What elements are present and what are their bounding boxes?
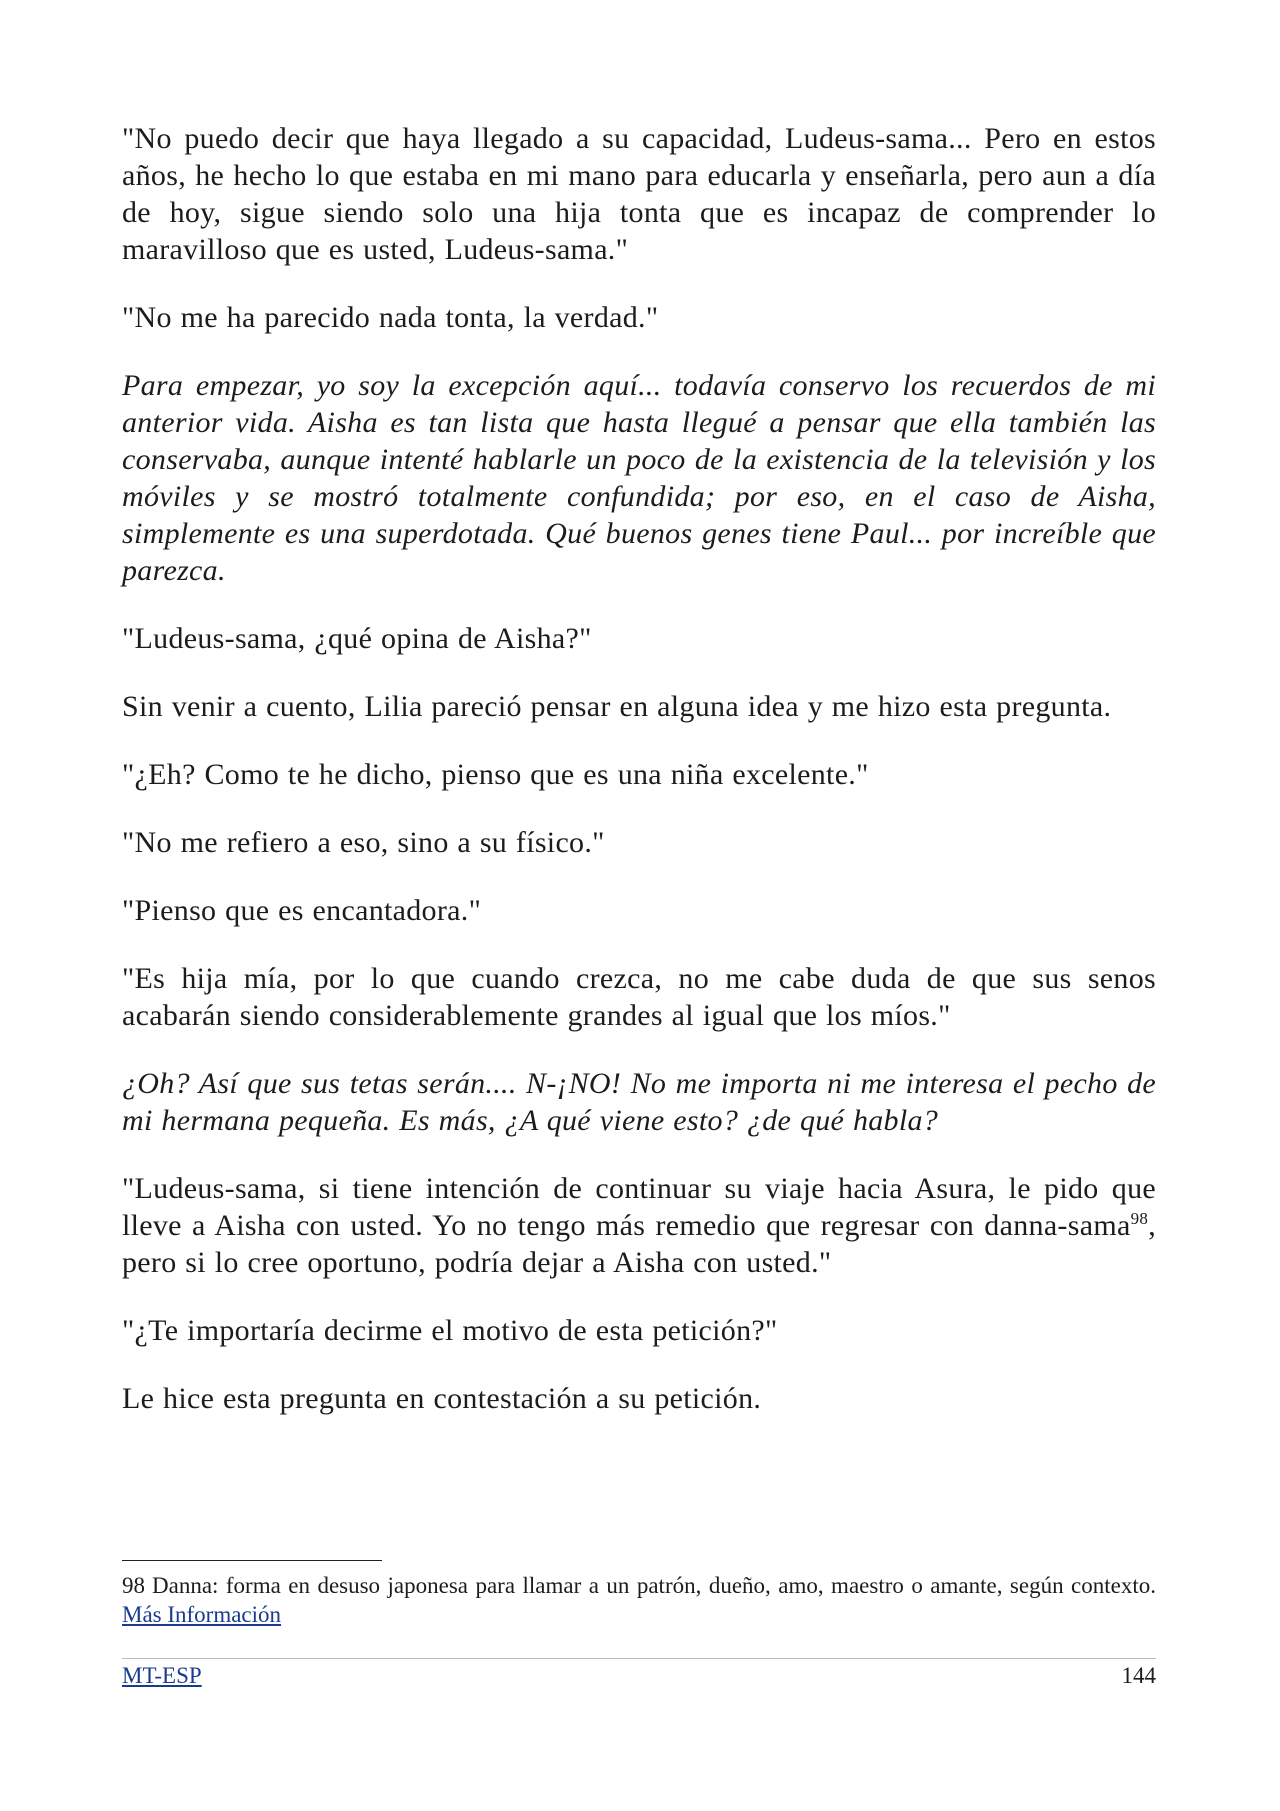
- footer-site-link[interactable]: MT-ESP: [122, 1663, 202, 1688]
- footnote-reference[interactable]: 98: [1130, 1209, 1149, 1228]
- footnote: [122, 1571, 1156, 1629]
- paragraph-narration: Le hice esta pregunta en contestación a su petición.: [122, 1382, 762, 1415]
- paragraph-text-part: "Ludeus-sama, si tiene intención de continuar su viaje hacia Asura, le pido que lleve a Aisha con usted. Yo no tengo más remedio que regresar con danna-sama: [122, 1172, 1156, 1242]
- paragraph-dialogue-with-footnote: [122, 1170, 1156, 1281]
- more-info-link[interactable]: Más Información: [122, 1602, 282, 1627]
- paragraph-dialogue: "Pienso que es encantadora.": [122, 894, 482, 927]
- page-number: 144: [1121, 1663, 1156, 1688]
- paragraph-dialogue: "No me refiero a eso, sino a su físico.": [122, 826, 605, 859]
- paragraph-narration: Sin venir a cuento, Lilia pareció pensar en alguna idea y me hizo esta pregunta.: [122, 690, 1112, 723]
- paragraph-dialogue: "¿Eh? Como te he dicho, pienso que es una niña excelente.": [122, 758, 869, 791]
- paragraph-dialogue: "No me ha parecido nada tonta, la verdad.": [122, 301, 659, 334]
- footnote-separator: [122, 1560, 382, 1561]
- paragraph-inner-thought: Para empezar, yo soy la excepción aquí... todavía conservo los recuerdos de mi anterior vida. Aisha es tan lista que hasta llegué a pensar que ella también las conservaba, aunque intenté hablarle un poco de la existencia de la televisión y los móviles y se mostró totalmente confundida; por eso, en el caso de Aisha, simplemente es una superdotada. Qué buenos genes tiene Paul... por increíble que parezca.: [122, 369, 1156, 587]
- paragraph-text-part: , pero si lo cree oportuno, podría dejar a Aisha con usted.": [122, 1209, 1156, 1279]
- paragraph-dialogue: "Es hija mía, por lo que cuando crezca, no me cabe duda de que sus senos acabarán siendo considerablemente grandes al igual que los míos.": [122, 962, 1156, 1032]
- footer-separator: [122, 1658, 1156, 1659]
- page-body: [122, 120, 1156, 1448]
- paragraph-dialogue: "Ludeus-sama, ¿qué opina de Aisha?": [122, 622, 592, 655]
- paragraph-inner-thought: ¿Oh? Así que sus tetas serán.... N-¡NO! No me importa ni me interesa el pecho de mi hermana pequeña. Es más, ¿A qué viene esto? ¿de qué habla?: [122, 1067, 1156, 1137]
- footnote-number: 98: [122, 1573, 145, 1598]
- paragraph-dialogue: "¿Te importaría decirme el motivo de esta petición?": [122, 1314, 778, 1347]
- paragraph-dialogue: "No puedo decir que haya llegado a su capacidad, Ludeus-sama... Pero en estos años, he hecho lo que estaba en mi mano para educarla y enseñarla, pero aun a día de hoy, sigue siendo solo una hija tonta que es incapaz de comprender lo maravilloso que es usted, Ludeus-sama.": [122, 122, 1156, 266]
- footnote-text: Danna: forma en desuso japonesa para llamar a un patrón, dueño, amo, maestro o amante, según contexto.: [152, 1573, 1156, 1598]
